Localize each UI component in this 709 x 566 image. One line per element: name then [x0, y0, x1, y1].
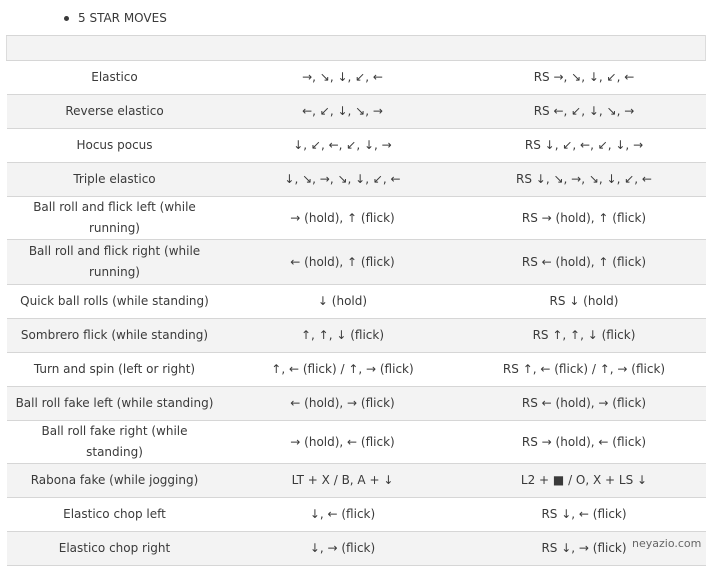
table-row	[7, 285, 706, 319]
ps-input: RS ↓, ↘, →, ↘, ↓, ↙, ←	[463, 163, 706, 197]
skill-moves-table	[6, 35, 706, 566]
table-row	[7, 197, 706, 240]
ps-input: RS ← (hold), ↑ (flick)	[463, 240, 706, 285]
xbox-input: ↓, → (flick)	[223, 532, 463, 566]
xbox-input: →, ↘, ↓, ↙, ←	[223, 61, 463, 95]
xbox-input: ← (hold), → (flick)	[223, 387, 463, 421]
move-name: Sombrero flick (while standing)	[7, 319, 223, 353]
ps-input: RS → (hold), ← (flick)	[463, 421, 706, 464]
move-name: Quick ball rolls (while standing)	[7, 285, 223, 319]
xbox-input: ↑, ↑, ↓ (flick)	[223, 319, 463, 353]
table-row	[7, 95, 706, 129]
section-header	[0, 0, 709, 36]
ps-input: RS ↓ (hold)	[463, 285, 706, 319]
table-row	[7, 464, 706, 498]
xbox-input: → (hold), ↑ (flick)	[223, 197, 463, 240]
xbox-input: → (hold), ← (flick)	[223, 421, 463, 464]
ps-input: RS ↓, → (flick)	[463, 532, 706, 566]
site-watermark: neyazio.com	[632, 537, 702, 550]
section-bullet	[64, 11, 167, 25]
move-name: Triple elastico	[7, 163, 223, 197]
table-row	[7, 129, 706, 163]
ps-input: RS ← (hold), → (flick)	[463, 387, 706, 421]
bullet-dot-icon	[64, 16, 69, 21]
move-name: Elastico chop left	[7, 498, 223, 532]
move-name: Turn and spin (left or right)	[7, 353, 223, 387]
ps-input: RS ↑, ↑, ↓ (flick)	[463, 319, 706, 353]
spacer-cell	[7, 36, 706, 61]
xbox-input: LT + X / B, A + ↓	[223, 464, 463, 498]
xbox-input: ↑, ← (flick) / ↑, → (flick)	[223, 353, 463, 387]
table-spacer-row	[7, 36, 706, 61]
move-name: Ball roll and flick left (while running)	[7, 197, 223, 240]
move-name: Ball roll fake right (while standing)	[7, 421, 223, 464]
xbox-input: ←, ↙, ↓, ↘, →	[223, 95, 463, 129]
xbox-input: ↓, ↘, →, ↘, ↓, ↙, ←	[223, 163, 463, 197]
table-row	[7, 532, 706, 566]
ps-input: RS ↓, ↙, ←, ↙, ↓, →	[463, 129, 706, 163]
table-row	[7, 240, 706, 285]
xbox-input: ↓ (hold)	[223, 285, 463, 319]
table-row	[7, 163, 706, 197]
ps-input: RS ↓, ← (flick)	[463, 498, 706, 532]
table-row	[7, 498, 706, 532]
table-row	[7, 353, 706, 387]
xbox-input: ↓, ← (flick)	[223, 498, 463, 532]
section-title: 5 STAR MOVES	[78, 11, 167, 25]
xbox-input: ↓, ↙, ←, ↙, ↓, →	[223, 129, 463, 163]
table-row	[7, 61, 706, 95]
move-name: Ball roll fake left (while standing)	[7, 387, 223, 421]
move-name: Rabona fake (while jogging)	[7, 464, 223, 498]
move-name: Hocus pocus	[7, 129, 223, 163]
move-name: Elastico chop right	[7, 532, 223, 566]
ps-input: RS ↑, ← (flick) / ↑, → (flick)	[463, 353, 706, 387]
table-row	[7, 319, 706, 353]
ps-input: RS ←, ↙, ↓, ↘, →	[463, 95, 706, 129]
move-name: Elastico	[7, 61, 223, 95]
table-row	[7, 421, 706, 464]
ps-input: RS → (hold), ↑ (flick)	[463, 197, 706, 240]
move-name: Ball roll and flick right (while running)	[7, 240, 223, 285]
ps-input: L2 + ■ / O, X + LS ↓	[463, 464, 706, 498]
move-name: Reverse elastico	[7, 95, 223, 129]
ps-input: RS →, ↘, ↓, ↙, ←	[463, 61, 706, 95]
table-row	[7, 387, 706, 421]
xbox-input: ← (hold), ↑ (flick)	[223, 240, 463, 285]
